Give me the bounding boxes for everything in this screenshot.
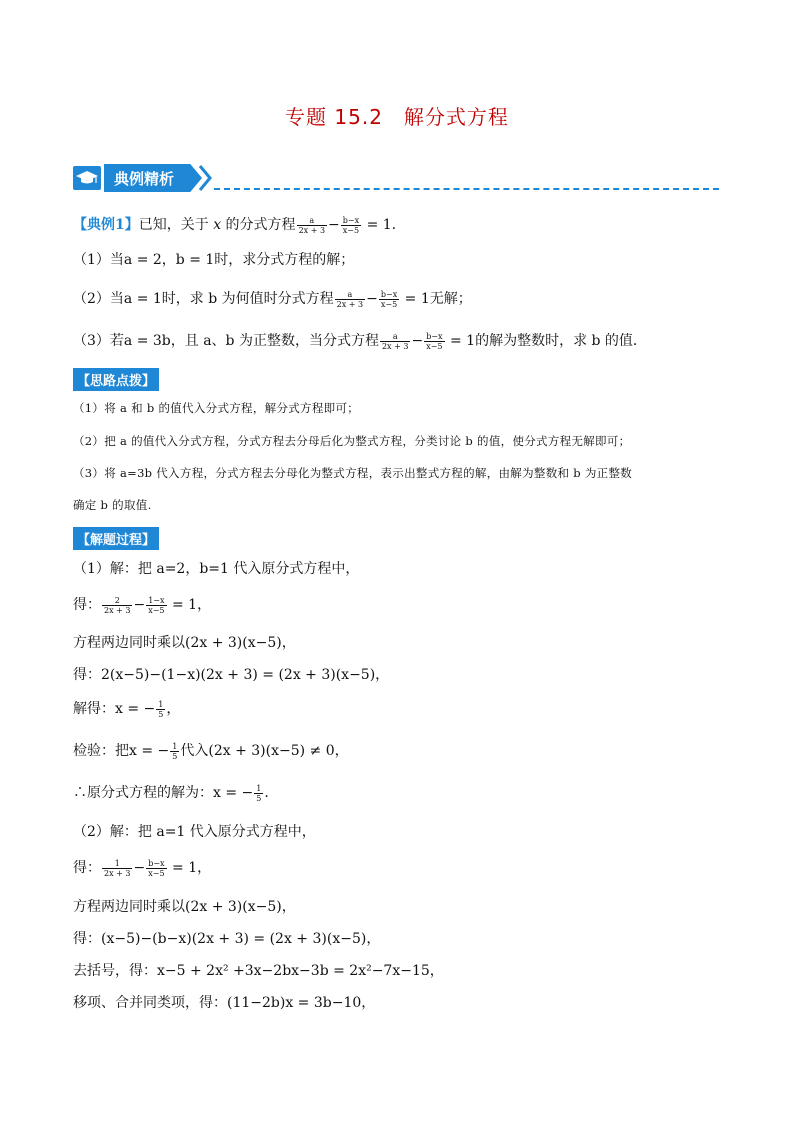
solution-line: 方程两边同时乘以(2x + 3)(x−5)， [73, 635, 296, 651]
solution-line: 去括号，得：x−5 + 2x² +3x−2bx−3b = 2x²−7x−15， [73, 963, 444, 979]
solution-line: 方程两边同时乘以(2x + 3)(x−5)， [73, 899, 296, 915]
solution-header: 【解题过程】 [73, 527, 159, 550]
question-1: （1）当a = 2，b = 1时，求分式方程的解； [73, 252, 355, 268]
solution-line: ∴原分式方程的解为：x = − $\frac{1}{5}$ . [73, 783, 269, 803]
question-2: （2）当a = 1时，求 b 为何值时分式方程 $\frac{a}{2x + 3}$ − $\frac{b-x}{x-5}$ = 1无解； [73, 289, 472, 309]
question-3: （3）若a = 3b，且 a、b 为正整数，当分式方程 $\frac{a}{2x + 3}$ − $\frac{b-x}{x-5}$ = 1的解为整数时，求 b 的值． [73, 331, 647, 351]
hint-line-3: （3）将 a=3b 代入方程，分式方程去分母化为整式方程，表示出整式方程的解，由解为整数和 b 为正整数 [73, 466, 633, 480]
hint-line-2: （2）把 a 的值代入分式方程，分式方程去分母后化为整式方程，分类讨论 b 的值，使分式方程无解即可； [73, 434, 631, 448]
section-divider [214, 188, 719, 190]
solution-line: 得： $\frac{2}{2x + 3}$ − $\frac{1-x}{x-5}$ = 1， [73, 595, 212, 615]
hint-line-1: （1）将 a 和 b 的值代入分式方程，解分式方程即可； [73, 401, 360, 415]
hint-header: 【思路点拨】 [73, 368, 159, 391]
example-intro: 【典例1】已知，关于 x 的分式方程 $\frac{a}{2x + 3}$ − $\frac{b-x}{x-5}$ = 1. [73, 215, 397, 235]
chevron-right-icon [198, 164, 212, 192]
graduation-cap-icon [73, 166, 101, 190]
solution-line: 移项、合并同类项，得：(11−2b)x = 3b−10， [73, 995, 376, 1011]
solution-line: （2）解：把 a=1 代入原分式方程中， [73, 824, 316, 840]
solution-line: 检验：把x = − $\frac{1}{5}$ 代入(2x + 3)(x−5) ≠ 0， [73, 741, 349, 761]
solution-line: 得： $\frac{1}{2x + 3}$ − $\frac{b-x}{x-5}$ = 1， [73, 858, 212, 878]
solution-line: 解得：x = − $\frac{1}{5}$ ， [73, 699, 181, 719]
solution-line: （1）解：把 a=2，b=1 代入原分式方程中， [73, 561, 360, 577]
section-label: 典例精析 [114, 170, 175, 188]
solution-line: 得：2(x−5)−(1−x)(2x + 3) = (2x + 3)(x−5)， [73, 667, 390, 683]
page-title: 专题 15.2 解分式方程 [285, 105, 509, 129]
solution-line: 得：(x−5)−(b−x)(2x + 3) = (2x + 3)(x−5)， [73, 931, 381, 947]
hint-line-4: 确定 b 的取值. [73, 498, 152, 512]
